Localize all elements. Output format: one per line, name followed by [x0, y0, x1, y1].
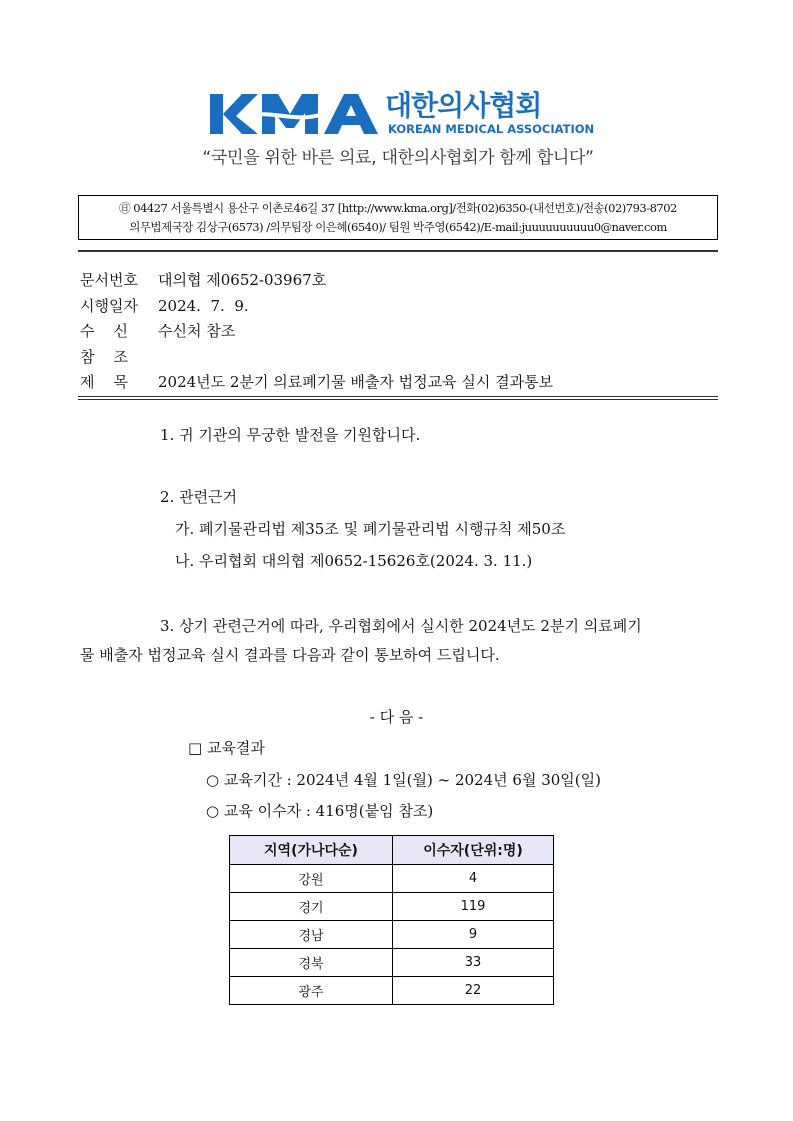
- subject-value: 2024년도 2분기 의료폐기물 배출자 법정교육 실시 결과통보: [158, 373, 554, 391]
- paragraph-3-line-1: 3. 상기 관련근거에 따라, 우리협회에서 실시한 2024년도 2분기 의료폐기: [160, 617, 642, 635]
- doc-number-label: 문서번호: [80, 271, 138, 289]
- slogan: “국민을 위한 바른 의료, 대한의사협회가 함께 합니다”: [202, 148, 594, 168]
- contact-address-line: ㊐ 04427 서울특별시 용산구 이촌로46길 37 [http://www.kma.org]/전화(02)6350-(내선번호)/전송(02)793-8702: [119, 201, 677, 215]
- reference-row: [80, 347, 158, 367]
- recipient-value: 수신처 참조: [158, 322, 236, 340]
- issue-date-label: 시행일자: [80, 297, 138, 315]
- paragraph-2-item-b: 나. 우리협회 대의협 제0652-15626호(2024. 3. 11.): [175, 552, 533, 570]
- education-attendees: ○ 교육 이수자 : 416명(붙임 참조): [206, 802, 434, 820]
- next-heading: - 다 음 -: [369, 708, 424, 726]
- table-cell-region: 경기: [230, 893, 393, 921]
- subject-row: [80, 372, 553, 392]
- table-cell-region: 광주: [230, 977, 393, 1005]
- kma-logo: [208, 88, 608, 140]
- header-divider: [78, 250, 718, 252]
- contact-staff-line: 의무법제국장 김상구(6573) /의무팀장 이은혜(6540)/ 팀원 박주영(6542)/E-mail:juuuuuuuuuu0@naver.com: [129, 220, 667, 234]
- reference-label: 참 조: [80, 348, 129, 366]
- table-row: [230, 921, 554, 949]
- education-period: ○ 교육기간 : 2024년 4월 1일(월) ~ 2024년 6월 30일(일): [206, 771, 601, 789]
- logo-korean-name: 대한의사협회: [385, 89, 542, 122]
- contact-box: [78, 195, 718, 240]
- table-header-count: 이수자(단위:명): [393, 836, 554, 865]
- table-row: [230, 865, 554, 893]
- kma-logo-mark: [208, 88, 380, 140]
- table-cell-count: 4: [393, 865, 554, 893]
- recipient-label: 수 신: [80, 322, 129, 340]
- issue-date-row: [80, 296, 249, 316]
- table-row: [230, 949, 554, 977]
- results-table: [229, 835, 554, 1005]
- table-header-row: [230, 836, 554, 865]
- table-header-region: 지역(가나다순): [230, 836, 393, 865]
- table-cell-count: 33: [393, 949, 554, 977]
- table-row: [230, 893, 554, 921]
- issue-date-value: 2024. 7. 9.: [158, 297, 249, 315]
- subject-label: 제 목: [80, 373, 129, 391]
- table-cell-region: 경남: [230, 921, 393, 949]
- paragraph-2-title: 2. 관련근거: [160, 488, 238, 506]
- table-cell-count: 22: [393, 977, 554, 1005]
- doc-number-value: 대의협 제0652-03967호: [158, 271, 327, 289]
- table-row: [230, 977, 554, 1005]
- paragraph-1: 1. 귀 기관의 무궁한 발전을 기원합니다.: [160, 426, 421, 444]
- paragraph-3-line-2: 물 배출자 법정교육 실시 결과를 다음과 같이 통보하여 드립니다.: [80, 646, 500, 664]
- section-title: □ 교육결과: [188, 739, 265, 757]
- subject-divider: [78, 396, 718, 400]
- table-cell-region: 경북: [230, 949, 393, 977]
- table-cell-count: 9: [393, 921, 554, 949]
- table-cell-count: 119: [393, 893, 554, 921]
- doc-number-row: [80, 270, 326, 290]
- recipient-row: [80, 321, 235, 341]
- table-cell-region: 강원: [230, 865, 393, 893]
- paragraph-2-item-a: 가. 폐기물관리법 제35조 및 폐기물관리법 시행규칙 제50조: [175, 520, 566, 538]
- logo-english-name: KOREAN MEDICAL ASSOCIATION: [388, 122, 595, 136]
